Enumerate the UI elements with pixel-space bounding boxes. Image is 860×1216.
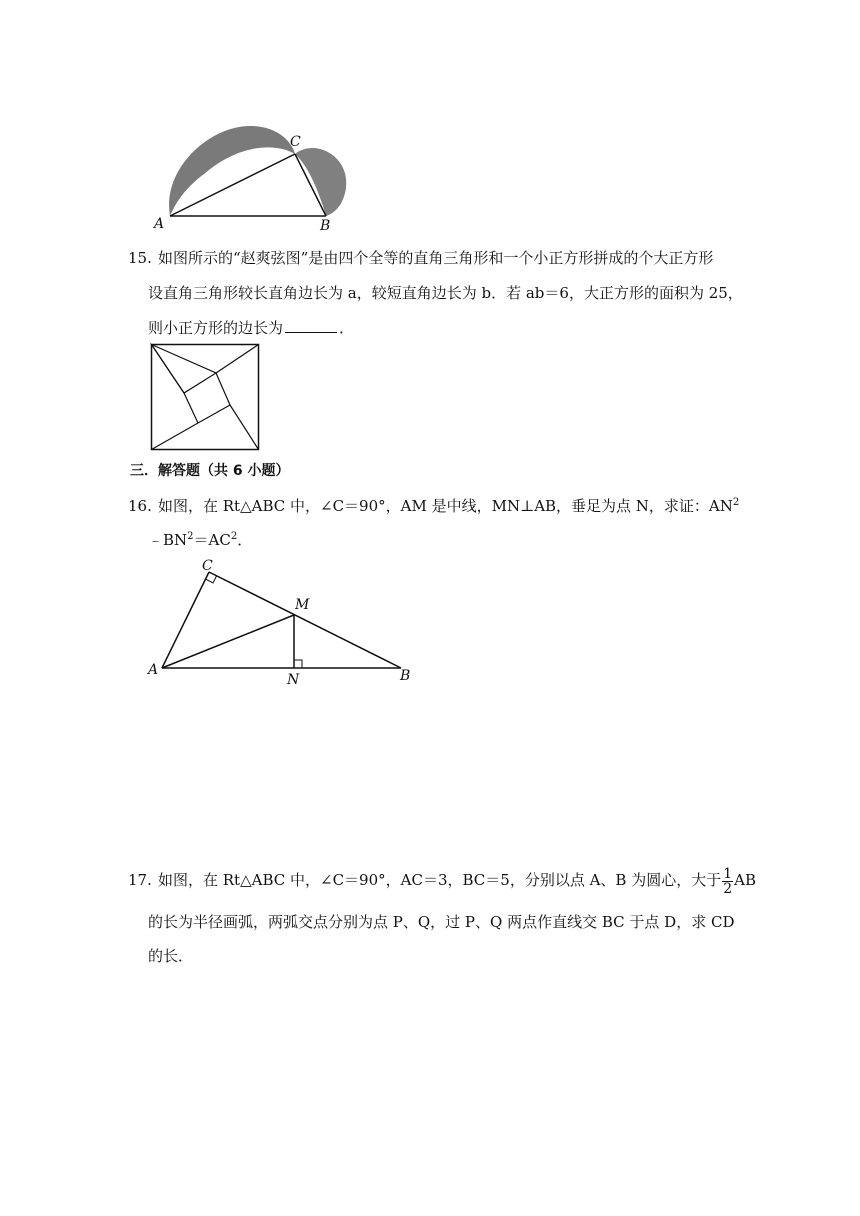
q15-line3 <box>148 318 354 338</box>
label-b: B <box>320 218 331 233</box>
q16-sup1: 2 <box>732 497 740 508</box>
q17-line2: 的长为半径画弧，两弧交点分别为点 P、Q，过 P、Q 两点作直线交 BC 于点 D，求 CD <box>148 913 735 931</box>
q15-line2: 设直角三角形较长直角边长为 a，较短直角边长为 b．若 ab＝6，大正方形的面积为 25， <box>148 284 743 302</box>
frac-numerator: 1 <box>723 865 733 882</box>
q16-line2-b: ＝AC <box>193 531 231 549</box>
q17-line1 <box>158 864 756 896</box>
label-m: M <box>295 597 310 613</box>
figure-semicircles <box>150 108 360 233</box>
frac-denominator: 2 <box>723 880 733 897</box>
section-title: 三．解答题（共 6 小题） <box>130 463 290 479</box>
q17-line1-a: 如图，在 Rt△ABC 中，∠C＝90°，AC＝3，BC＝5，分别以点 A、B 为圆心，大于 <box>158 871 722 889</box>
q17-line3: 的长． <box>148 947 194 965</box>
label-c: C <box>290 134 301 150</box>
q15-number: 15. <box>128 249 152 267</box>
q16-number: 16. <box>128 497 152 515</box>
label-a: A <box>154 216 165 232</box>
label-b: B <box>400 668 411 684</box>
label-n: N <box>287 672 300 688</box>
q16-line2-c: ． <box>237 531 253 549</box>
q16-line2-a: ﹣BN <box>148 531 188 549</box>
q16-line1 <box>158 496 739 516</box>
fraction-one-half <box>722 867 733 896</box>
q17-line1-b: AB <box>734 871 756 889</box>
answer-blank[interactable] <box>285 318 337 333</box>
q16-line1-text: 如图，在 Rt△ABC 中，∠C＝90°，AM 是中线，MN⊥AB，垂足为点 N，求证：AN <box>158 497 733 515</box>
label-a: A <box>148 662 159 678</box>
q15-line3-text: 则小正方形的边长为 <box>148 319 284 337</box>
figure-right-triangle-median <box>145 556 420 691</box>
label-c: C <box>202 558 213 574</box>
q15-line3-end: ． <box>339 319 355 337</box>
q16-sup2: 2 <box>187 531 194 542</box>
q16-sup3: 2 <box>230 531 238 542</box>
figure-zhao-shuang-square <box>150 343 262 453</box>
q17-number: 17. <box>128 871 152 889</box>
q16-line2 <box>148 530 252 550</box>
q15-line1: 如图所示的“赵爽弦图”是由四个全等的直角三角形和一个小正方形拼成的个大正方形 <box>158 249 714 267</box>
